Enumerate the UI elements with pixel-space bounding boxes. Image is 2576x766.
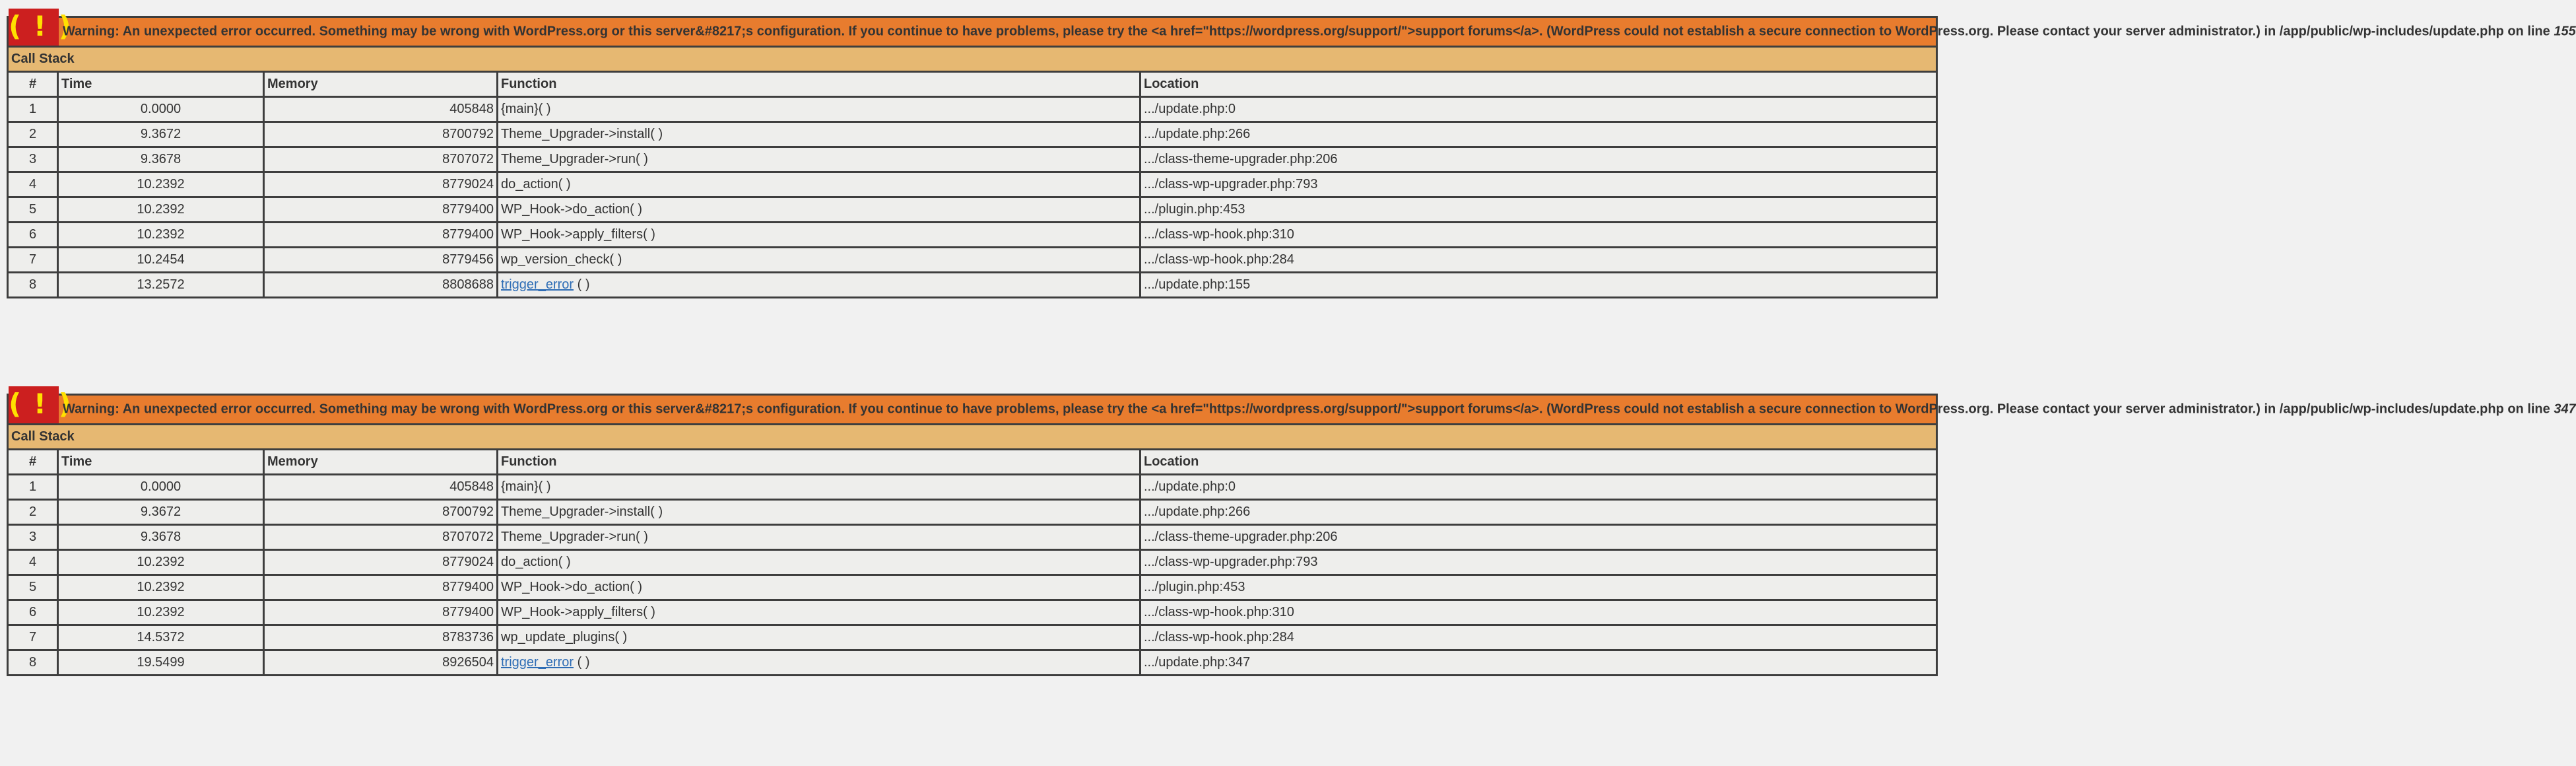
cell-time: 10.2392 bbox=[58, 197, 264, 223]
cell-memory: 8700792 bbox=[264, 122, 498, 147]
column-header-memory: Memory bbox=[264, 450, 498, 475]
cell-time: 10.2392 bbox=[58, 550, 264, 575]
table-row bbox=[8, 223, 1937, 248]
column-header-row bbox=[8, 450, 1937, 475]
table-row bbox=[8, 273, 1937, 298]
cell-function: Theme_Upgrader->install( ) bbox=[498, 500, 1140, 525]
cell-memory: 8808688 bbox=[264, 273, 498, 298]
table-row bbox=[8, 475, 1937, 500]
table-row bbox=[8, 625, 1937, 650]
xdebug-error-block-1 bbox=[7, 10, 2576, 298]
call-stack-title: Call Stack bbox=[8, 47, 1937, 72]
cell-function: WP_Hook->do_action( ) bbox=[498, 197, 1140, 223]
cell-number: 2 bbox=[8, 122, 58, 147]
call-stack-title: Call Stack bbox=[8, 425, 1937, 450]
cell-number: 6 bbox=[8, 223, 58, 248]
cell-function: do_action( ) bbox=[498, 172, 1140, 197]
cell-number: 6 bbox=[8, 600, 58, 625]
cell-time: 10.2392 bbox=[58, 223, 264, 248]
cell-number: 4 bbox=[8, 172, 58, 197]
warning-line-number: 347 bbox=[2554, 401, 2576, 417]
warning-text: Warning: An unexpected error occurred. Something may be wrong with WordPress.org or this server&#8217;s configuration. If you continue to have problems, please try the <a href="https://wordpress.org/support/">support forums</a>. (WordPress could not establish a secure connection to WordPress.org. Please contact your server administrator.) in /app/public/wp-includes/update.php on line bbox=[63, 401, 2554, 417]
cell-location: .../update.php:266 bbox=[1140, 122, 1937, 147]
call-stack-header bbox=[8, 47, 1937, 72]
warning-icon: ( ! ) bbox=[9, 386, 59, 423]
cell-location: .../class-theme-upgrader.php:206 bbox=[1140, 525, 1937, 550]
cell-memory: 8779024 bbox=[264, 172, 498, 197]
cell-function: {main}( ) bbox=[498, 97, 1140, 122]
cell-location: .../update.php:266 bbox=[1140, 500, 1937, 525]
column-header-function: Function bbox=[498, 72, 1140, 97]
cell-number: 7 bbox=[8, 625, 58, 650]
function-call-suffix: ( ) bbox=[574, 655, 590, 670]
column-header-row bbox=[8, 72, 1937, 97]
call-stack-header bbox=[8, 425, 1937, 450]
column-header-number: # bbox=[8, 450, 58, 475]
column-header-location: Location bbox=[1140, 72, 1937, 97]
column-header-time: Time bbox=[58, 450, 264, 475]
cell-memory: 8707072 bbox=[264, 147, 498, 172]
cell-location: .../class-wp-upgrader.php:793 bbox=[1140, 172, 1937, 197]
cell-time: 9.3672 bbox=[58, 500, 264, 525]
cell-time: 0.0000 bbox=[58, 475, 264, 500]
cell-number: 7 bbox=[8, 248, 58, 273]
table-row bbox=[8, 575, 1937, 600]
trigger-error-link[interactable]: trigger_error bbox=[501, 277, 574, 292]
table-row bbox=[8, 500, 1937, 525]
warning-row bbox=[8, 17, 1937, 47]
cell-function bbox=[498, 650, 1140, 676]
cell-time: 14.5372 bbox=[58, 625, 264, 650]
cell-memory: 8779400 bbox=[264, 575, 498, 600]
cell-number: 3 bbox=[8, 525, 58, 550]
table-row bbox=[8, 147, 1937, 172]
cell-location: .../class-wp-upgrader.php:793 bbox=[1140, 550, 1937, 575]
cell-location: .../update.php:155 bbox=[1140, 273, 1937, 298]
cell-function: WP_Hook->do_action( ) bbox=[498, 575, 1140, 600]
cell-function: wp_update_plugins( ) bbox=[498, 625, 1140, 650]
cell-location: .../class-wp-hook.php:284 bbox=[1140, 248, 1937, 273]
cell-location: .../class-wp-hook.php:284 bbox=[1140, 625, 1937, 650]
cell-number: 8 bbox=[8, 273, 58, 298]
cell-function bbox=[498, 273, 1140, 298]
table-row bbox=[8, 172, 1937, 197]
cell-location: .../plugin.php:453 bbox=[1140, 575, 1937, 600]
cell-location: .../update.php:0 bbox=[1140, 475, 1937, 500]
warning-text: Warning: An unexpected error occurred. Something may be wrong with WordPress.org or this server&#8217;s configuration. If you continue to have problems, please try the <a href="https://wordpress.org/support/">support forums</a>. (WordPress could not establish a secure connection to WordPress.org. Please contact your server administrator.) in /app/public/wp-includes/update.php on line bbox=[63, 24, 2554, 39]
cell-number: 1 bbox=[8, 475, 58, 500]
cell-location: .../class-theme-upgrader.php:206 bbox=[1140, 147, 1937, 172]
xdebug-error-block-2 bbox=[7, 388, 2576, 676]
cell-time: 10.2392 bbox=[58, 575, 264, 600]
cell-time: 19.5499 bbox=[58, 650, 264, 676]
table-row bbox=[8, 650, 1937, 676]
cell-memory: 8707072 bbox=[264, 525, 498, 550]
cell-memory: 405848 bbox=[264, 475, 498, 500]
xdebug-table bbox=[7, 10, 2576, 298]
cell-memory: 8779400 bbox=[264, 223, 498, 248]
cell-time: 9.3678 bbox=[58, 147, 264, 172]
column-header-number: # bbox=[8, 72, 58, 97]
cell-location: .../class-wp-hook.php:310 bbox=[1140, 600, 1937, 625]
cell-memory: 8779456 bbox=[264, 248, 498, 273]
function-call-suffix: ( ) bbox=[574, 277, 590, 292]
cell-time: 10.2454 bbox=[58, 248, 264, 273]
cell-memory: 405848 bbox=[264, 97, 498, 122]
warning-message bbox=[8, 10, 2576, 47]
cell-memory: 8779400 bbox=[264, 197, 498, 223]
cell-time: 0.0000 bbox=[58, 97, 264, 122]
cell-function: Theme_Upgrader->run( ) bbox=[498, 525, 1140, 550]
cell-function: {main}( ) bbox=[498, 475, 1140, 500]
cell-time: 9.3672 bbox=[58, 122, 264, 147]
cell-memory: 8700792 bbox=[264, 500, 498, 525]
cell-number: 5 bbox=[8, 197, 58, 223]
cell-number: 2 bbox=[8, 500, 58, 525]
table-row bbox=[8, 600, 1937, 625]
column-header-function: Function bbox=[498, 450, 1140, 475]
cell-number: 1 bbox=[8, 97, 58, 122]
xdebug-table bbox=[7, 388, 2576, 676]
cell-number: 3 bbox=[8, 147, 58, 172]
cell-function: wp_version_check( ) bbox=[498, 248, 1140, 273]
warning-icon: ( ! ) bbox=[9, 9, 59, 46]
cell-function: Theme_Upgrader->install( ) bbox=[498, 122, 1140, 147]
table-row bbox=[8, 122, 1937, 147]
table-row bbox=[8, 525, 1937, 550]
cell-time: 10.2392 bbox=[58, 172, 264, 197]
cell-function: WP_Hook->apply_filters( ) bbox=[498, 600, 1140, 625]
warning-message bbox=[8, 388, 2576, 425]
column-header-memory: Memory bbox=[264, 72, 498, 97]
cell-number: 5 bbox=[8, 575, 58, 600]
cell-location: .../update.php:0 bbox=[1140, 97, 1937, 122]
warning-line-number: 155 bbox=[2554, 24, 2576, 39]
cell-memory: 8779024 bbox=[264, 550, 498, 575]
table-row bbox=[8, 197, 1937, 223]
cell-memory: 8926504 bbox=[264, 650, 498, 676]
cell-memory: 8779400 bbox=[264, 600, 498, 625]
cell-memory: 8783736 bbox=[264, 625, 498, 650]
cell-time: 9.3678 bbox=[58, 525, 264, 550]
column-header-time: Time bbox=[58, 72, 264, 97]
cell-number: 8 bbox=[8, 650, 58, 676]
cell-location: .../class-wp-hook.php:310 bbox=[1140, 223, 1937, 248]
table-row bbox=[8, 97, 1937, 122]
table-row bbox=[8, 550, 1937, 575]
cell-function: do_action( ) bbox=[498, 550, 1140, 575]
warning-row bbox=[8, 395, 1937, 425]
cell-number: 4 bbox=[8, 550, 58, 575]
cell-time: 10.2392 bbox=[58, 600, 264, 625]
column-header-location: Location bbox=[1140, 450, 1937, 475]
cell-location: .../plugin.php:453 bbox=[1140, 197, 1937, 223]
cell-function: WP_Hook->apply_filters( ) bbox=[498, 223, 1140, 248]
cell-time: 13.2572 bbox=[58, 273, 264, 298]
table-row bbox=[8, 248, 1937, 273]
trigger-error-link[interactable]: trigger_error bbox=[501, 655, 574, 670]
cell-location: .../update.php:347 bbox=[1140, 650, 1937, 676]
cell-function: Theme_Upgrader->run( ) bbox=[498, 147, 1140, 172]
